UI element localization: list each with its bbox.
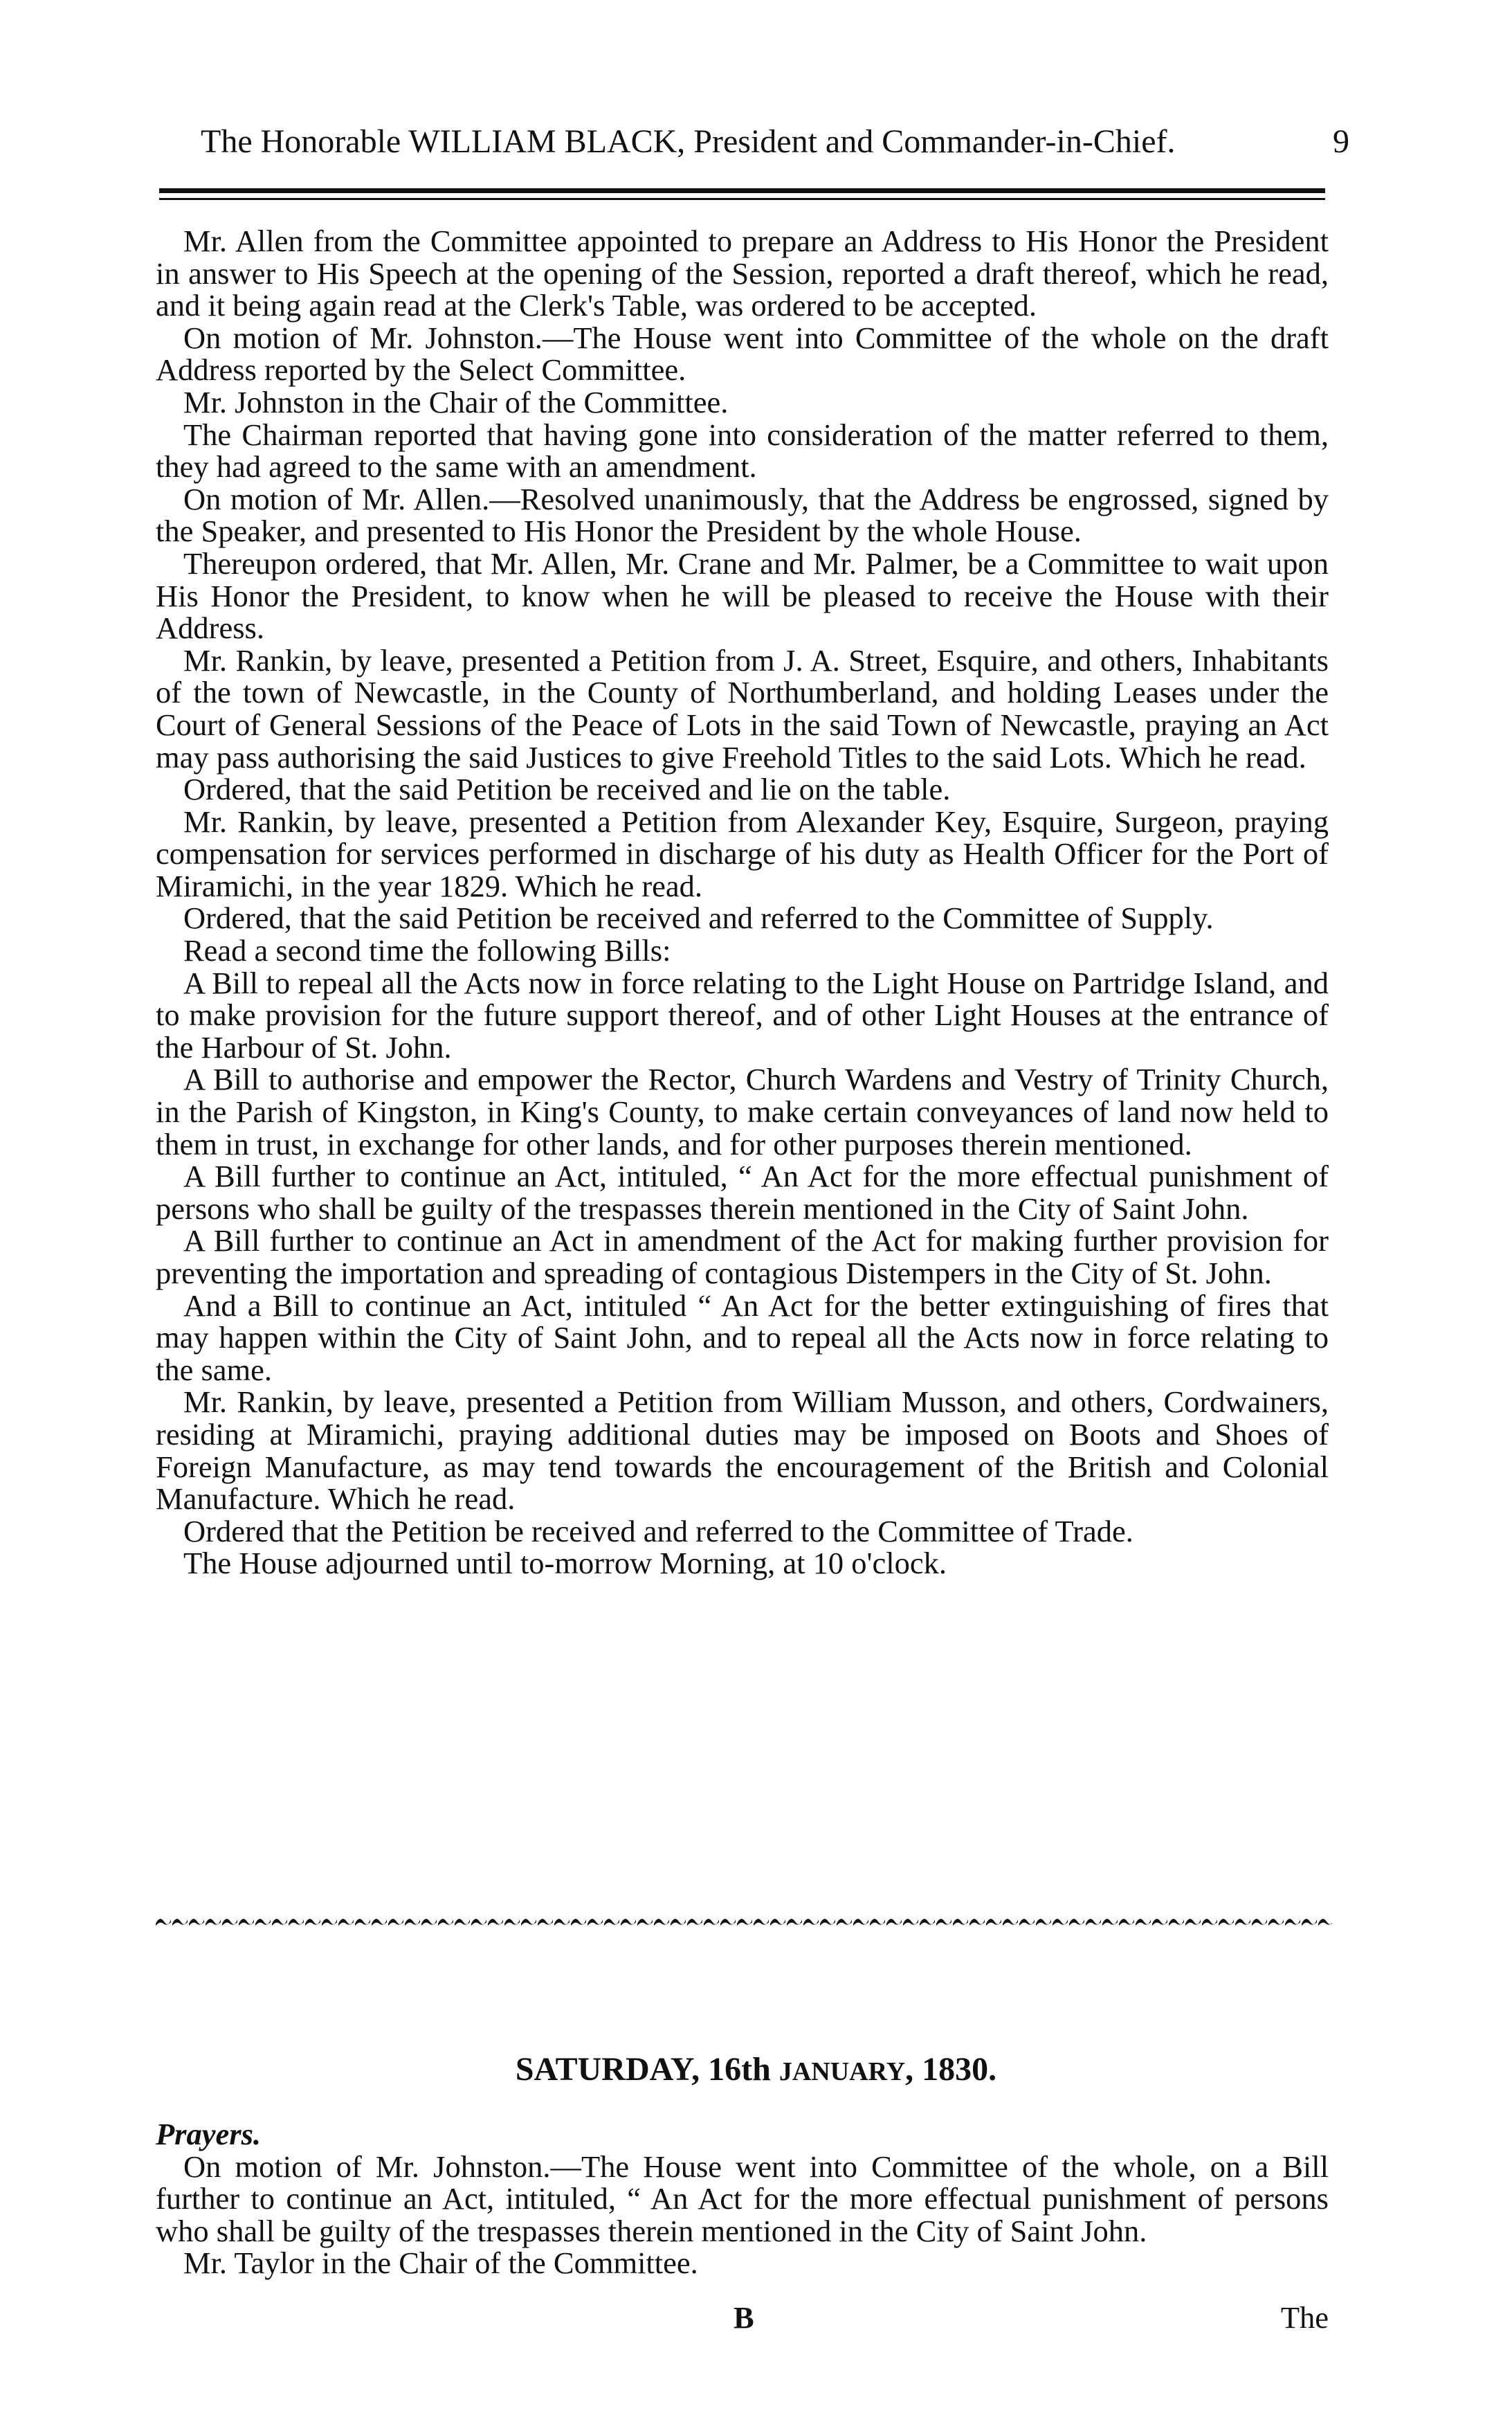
paragraph: On motion of Mr. Johnston.—The House went into Committee of the whole on the draft Address reported by the Select Committee. [156,320,1329,388]
ornament-swash [1252,1919,1267,1926]
ornament-swash [305,1919,320,1926]
ornament-swash [1185,1919,1201,1926]
ornament-swash [272,1919,287,1926]
paragraph: Mr. Johnston in the Chair of the Committee. [183,384,729,419]
ornament-swash [206,1919,221,1926]
paragraph: The House adjourned until to-morrow Morning, at 10 o'clock. [183,1546,947,1581]
ornament-swash [787,1919,802,1926]
paragraph: Ordered that the Petition be received and referred to the Committee of Trade. [183,1513,1133,1548]
ornament-swash [1053,1919,1068,1926]
ornament-swash [156,1919,171,1926]
signature-mark: B [734,2300,754,2335]
ornament-swash [438,1919,453,1926]
ornament-swash [421,1919,437,1926]
ornament-swash [737,1919,752,1926]
paragraph: And a Bill to continue an Act, intituled “ An Act for the better extinguishing of fires that may happen within the City of Saint John, and to repeal all the Acts now in force relating to the same. [156,1287,1329,1387]
ornament-swash [986,1919,1001,1926]
paragraph: A Bill further to continue an Act, intituled, “ An Act for the more effectual punishment of persons who shall be guilty of the trespasses therein mentioned in the City of Saint John. [156,1159,1329,1226]
ornament-swash [886,1919,902,1926]
paragraph: Mr. Rankin, by leave, presented a Petition from J. A. Street, Esquire, and others, Inhabitants of the town of Newcastle, in the County of Northumberland, and holding Leases under the Court of General Sessions of the Peace of Lots in the said Town of Newcastle, praying an Act may pass authorising the said Justices to give Freehold Titles to the said Lots. Which he read. [156,642,1329,775]
paragraph: A Bill to authorise and empower the Rector, Church Wardens and Vestry of Trinity Church, in the Parish of Kingston, in King's County, to make certain conveyances of land now held to them in trust, in exchange for other lands, and for other purposes therein mentioned. [156,1062,1329,1162]
ornament-swash [837,1919,852,1926]
catchword: The [1280,2300,1329,2335]
header-rule-thick [159,188,1325,193]
ornament-swash [1069,1919,1084,1926]
ornament-swash [239,1919,254,1926]
ornament-swash [1219,1919,1234,1926]
ornament-swash [671,1919,686,1926]
ornament-swash [1019,1919,1035,1926]
paragraph: Ordered, that the said Petition be received and lie on the table. [183,772,951,807]
paragraph: Mr. Allen from the Committee appointed to prepare an Address to His Honor the President in answer to His Speech at the opening of the Session, reported a draft thereof, which he read, and it being again read at the Clerk's Table, was ordered to be accepted. [156,224,1329,323]
ornament-swash [338,1919,354,1926]
ornament-swash [870,1919,885,1926]
ornament-swash [654,1919,669,1926]
ornament-swash [388,1919,403,1926]
second-session-entries [156,2118,1329,2279]
ornament-swash [1302,1919,1317,1926]
ornament-swash [189,1919,204,1926]
date-month: JANUARY [778,2057,906,2086]
page-footer [156,2297,1329,2338]
ornament-swash [1086,1919,1101,1926]
ornament-swash [1003,1919,1018,1926]
journal-entries [156,225,1329,1580]
paragraph: On motion of Mr. Allen.—Resolved unanimously, that the Address be engrossed, signed by the Speaker, and presented to His Honor the President by the whole House. [156,481,1329,549]
paragraph: On motion of Mr. Johnston.—The House went into Committee of the whole, on a Bill further to continue an Act, intituled, “ An Act for the more effectual punishment of persons who shall be guilty of the trespasses therein mentioned in the City of Saint John. [156,2149,1329,2248]
ornament-swash [521,1919,536,1926]
paragraph: A Bill further to continue an Act in amendment of the Act for making further provision for preventing the importation and spreading of contagious Distempers in the City of St. John. [156,1223,1329,1290]
ornament-swash [704,1919,719,1926]
ornament-swash [637,1919,653,1926]
ornament-swash [1036,1919,1051,1926]
ornament-swash [1119,1919,1134,1926]
ornament-swash [969,1919,985,1926]
ornament-swash [1102,1919,1118,1926]
page-number: 9 [1333,123,1349,160]
paragraph: A Bill to repeal all the Acts now in force relating to the Light House on Partridge Island, and to make provision for the future support thereof, and of other Light Houses at the entrance of the Harbour of St. John. [156,965,1329,1065]
ornament-swash [621,1919,636,1926]
paragraph: The Chairman reported that having gone into consideration of the matter referred to them, they had agreed to the same with an amendment. [156,417,1329,485]
ornament-swash [172,1919,188,1926]
ornament-swash [255,1919,271,1926]
ornament-swash [372,1919,387,1926]
session-date-heading [0,2049,1512,2093]
ornament-swash [289,1919,304,1926]
prayers-label: Prayers. [156,2117,262,2151]
ornament-swash [1136,1919,1151,1926]
paragraph: Mr. Rankin, by leave, presented a Petition from Alexander Key, Esquire, Surgeon, praying compensation for services performed in discharge of his duty as Health Officer for the Port of Miramichi, in the year 1829. Which he read. [156,804,1329,903]
ornament-swash [571,1919,586,1926]
ornament-swash [770,1919,785,1926]
ornament-swash [953,1919,968,1926]
ornament-swash [471,1919,486,1926]
ornament-swash [1318,1919,1332,1926]
ornament-swash [803,1919,819,1926]
ornament-swash [1285,1919,1300,1926]
ornament-swash [920,1919,935,1926]
paragraph: Read a second time the following Bills: [183,933,671,968]
ornament-swash [1169,1919,1184,1926]
ornament-swash [405,1919,420,1926]
ornament-swash [853,1919,868,1926]
ornament-swash [687,1919,702,1926]
ornament-swash [222,1919,237,1926]
ornament-swash [322,1919,337,1926]
paragraph: Thereupon ordered, that Mr. Allen, Mr. Crane and Mr. Palmer, be a Committee to wait upon His Honor the President, to know when he will be pleased to receive the House with their Address. [156,545,1329,646]
paragraph: Mr. Rankin, by leave, presented a Petition from William Musson, and others, Cordwainers, residing at Miramichi, praying additional duties may be imposed on Boots and Shoes of Foreign Manufacture, as may tend towards the encouragement of the British and Colonial Manufacture. Which he read. [156,1384,1329,1517]
ornament-swash [488,1919,503,1926]
ornamental-divider [156,1914,1332,1929]
ornament-swash [504,1919,520,1926]
date-year: , 1830. [905,2051,997,2088]
ornament-swash [1268,1919,1284,1926]
header-rule-thin [159,198,1325,200]
ornament-swash [1152,1919,1167,1926]
ornament-swash [754,1919,769,1926]
date-day: SATURDAY, 16th [515,2051,779,2088]
ornament-swash [720,1919,736,1926]
ornament-swash [554,1919,570,1926]
ornament-swash [903,1919,918,1926]
ornament-swash [604,1919,619,1926]
ornament-swash [455,1919,470,1926]
ornament-swash [820,1919,835,1926]
paragraph: Mr. Taylor in the Chair of the Committee. [183,2245,698,2281]
running-title: The Honorable WILLIAM BLACK, President and Commander-in-Chief. [201,123,1176,160]
ornament-swash [1202,1919,1217,1926]
ornament-swash [355,1919,370,1926]
ornament-swash [588,1919,603,1926]
running-head [201,118,1349,166]
paragraph: Ordered, that the said Petition be received and referred to the Committee of Supply. [183,901,1214,936]
ornament-swash [936,1919,951,1926]
ornament-swash [1235,1919,1250,1926]
ornament-swash [538,1919,553,1926]
